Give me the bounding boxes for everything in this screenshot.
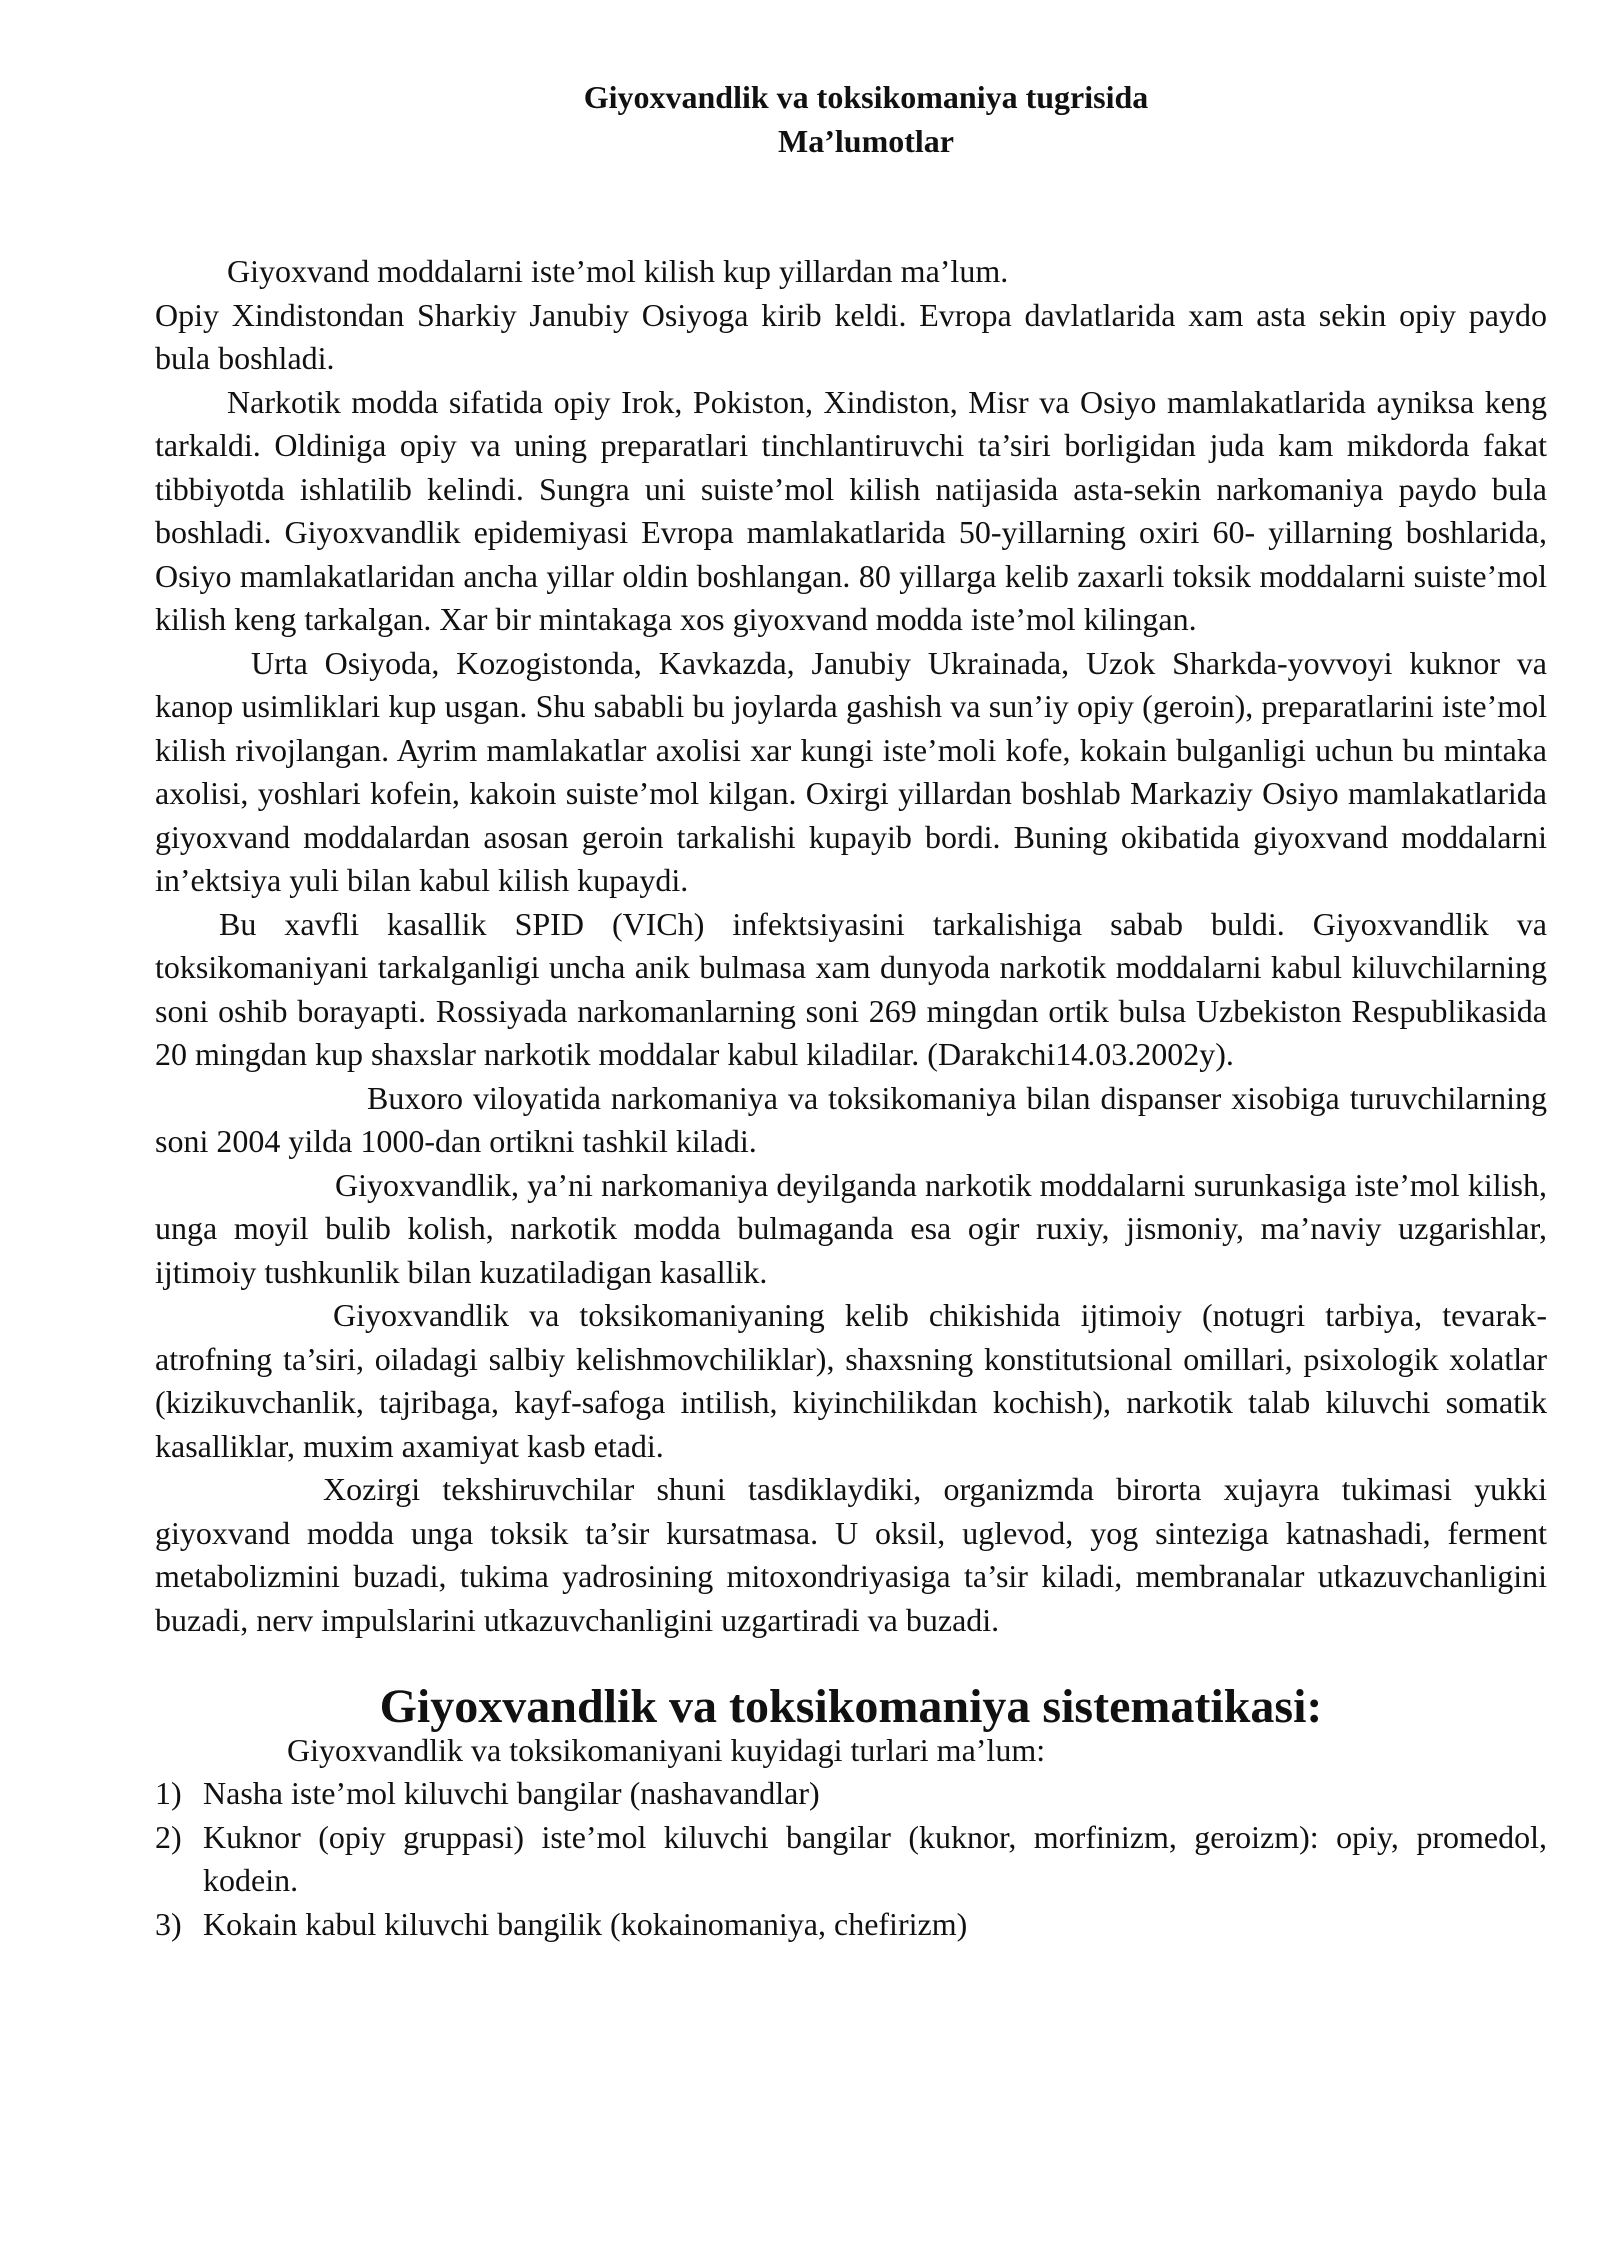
list-item-text: Kuknor (opiy gruppasi) iste’mol kiluvchi bangilar (kuknor, morfinizm, geroizm): opiy, promedol, kodein. xyxy=(203,1818,1547,1898)
list-number: 2) xyxy=(155,1818,182,1855)
section-intro: Giyoxvandlik va toksikomaniyani kuyidagi turlari ma’lum: xyxy=(287,1731,1046,1768)
paragraph: Giyoxvandlik va toksikomaniyaning kelib chikishida ijtimoiy (notugri tarbiya, tevarak-atrofning ta’siri, oiladagi salbiy kelishmovchiliklar), shaxsning konstitutsional omillari, psixologik xolatlar (kizikuvchanlik, tajribaga, kayf-safoga intilish, kiyinchilikdan kochish), narkotik talab kiluvchi somatik kasalliklar, muxim axamiyat kasb etadi. xyxy=(155,1297,1547,1464)
paragraph: Narkotik modda sifatida opiy Irok, Pokiston, Xindiston, Misr va Osiyo mamlakatlarida ayniksa keng tarkaldi. Oldiniga opiy va uning preparatlari tinchlantiruvchi ta’siri borligidan juda kam mikdorda fakat tibbiyotda ishlatilib kelindi. Sungra uni suiste’mol kilish natijasida asta-sekin narkomaniya paydo bula boshladi. Giyoxvandlik epidemiyasi Evropa mamlakatlarida 50-yillarning oxiri 60- yillarning boshlarida, Osiyo mamlakatlaridan ancha yillar oldin boshlangan. 80 yillarga kelib zaxarli toksik moddalarni suiste’mol kilish keng tarkalgan. Xar bir mintakaga xos giyoxvand modda iste’mol kilingan. xyxy=(155,383,1547,637)
paragraph: Bu xavfli kasallik SPID (VICh) infektsiyasini tarkalishiga sabab buldi. Giyoxvandlik va toksikomaniyani tarkalganligi uncha anik bulmasa xam dunyoda narkotik moddalarni kabul kiluvchilarning soni oshib borayapti. Rossiyada narkomanlarning soni 269 mingdan ortik bulsa Uzbekiston Respublikasida 20 mingdan kup shaxslar narkotik moddalar kabul kiladilar. (Darakchi14.03.2002y). xyxy=(155,905,1547,1072)
document-title xyxy=(155,76,1547,163)
types-list xyxy=(155,1772,1547,1946)
paragraph: Urta Osiyoda, Kozogistonda, Kavkazda, Janubiy Ukrainada, Uzok Sharkda-yovvoyi kuknor va kanop usimliklari kup usgan. Shu sababli bu joylarda gashish va sun’iy opiy (geroin), preparatlarini iste’mol kilish rivojlangan. Ayrim mamlakatlar axolisi xar kungi iste’moli kofe, kokain bulganligi uchun bu mintaka axolisi, yoshlari kofein, kakoin suiste’mol kilgan. Oxirgi yillardan boshlab Markaziy Osiyo mamlakatlarida giyoxvand moddalardan asosan geroin tarkalishi kupayib bordi. Buning okibatida giyoxvand moddalarni in’ektsiya yuli bilan kabul kilish kupaydi. xyxy=(155,644,1547,898)
list-item-text: Kokain kabul kiluvchi bangilik (kokainomaniya, chefirizm) xyxy=(203,1905,968,1942)
list-item xyxy=(155,1816,1547,1903)
title-spacer xyxy=(155,163,1547,250)
title-line-2: Ma’lumotlar xyxy=(778,122,954,159)
list-item xyxy=(155,1903,1547,1947)
paragraph: Giyoxvand moddalarni iste’mol kilish kup yillardan ma’lum. xyxy=(227,253,1009,289)
paragraph: Buxoro viloyatida narkomaniya va toksikomaniya bilan dispanser xisobiga turuvchilarning soni 2004 yilda 1000-dan ortikni tashkil kiladi. xyxy=(155,1079,1547,1159)
title-line-1: Giyoxvandlik va toksikomaniya tugrisida xyxy=(583,79,1149,115)
section-title: Giyoxvandlik va toksikomaniya sistematikasi: xyxy=(379,1680,1323,1733)
paragraph: Opiy Xindistondan Sharkiy Janubiy Osiyoga kirib keldi. Evropa davlatlarida xam asta sekin opiy paydo bula boshladi. xyxy=(155,296,1547,376)
document-page xyxy=(155,76,1547,1946)
body-text xyxy=(155,250,1547,1642)
paragraph: Giyoxvandlik, ya’ni narkomaniya deyilganda narkotik moddalarni surunkasiga iste’mol kilish, unga moyil bulib kolish, narkotik modda bulmaganda esa ogir ruxiy, jismoniy, ma’naviy uzgarishlar, ijtimoiy tushkunlik bilan kuzatiladigan kasallik. xyxy=(155,1166,1547,1290)
list-number: 3) xyxy=(155,1905,182,1942)
paragraph: Xozirgi tekshiruvchilar shuni tasdiklaydiki, organizmda birorta xujayra tukimasi yukki giyoxvand modda unga toksik ta’sir kursatmasa. U oksil, uglevod, yog sinteziga katnashadi, ferment metabolizmini buzadi, tukima yadrosining mitoxondriyasiga ta’sir kiladi, membranalar utkazuvchanligini buzadi, nerv impulslarini utkazuvchanligini uzgartiradi va buzadi. xyxy=(155,1471,1547,1638)
list-item xyxy=(155,1772,1547,1816)
list-number: 1) xyxy=(155,1775,182,1811)
list-item-text: Nasha iste’mol kiluvchi bangilar (nashavandlar) xyxy=(203,1775,820,1811)
